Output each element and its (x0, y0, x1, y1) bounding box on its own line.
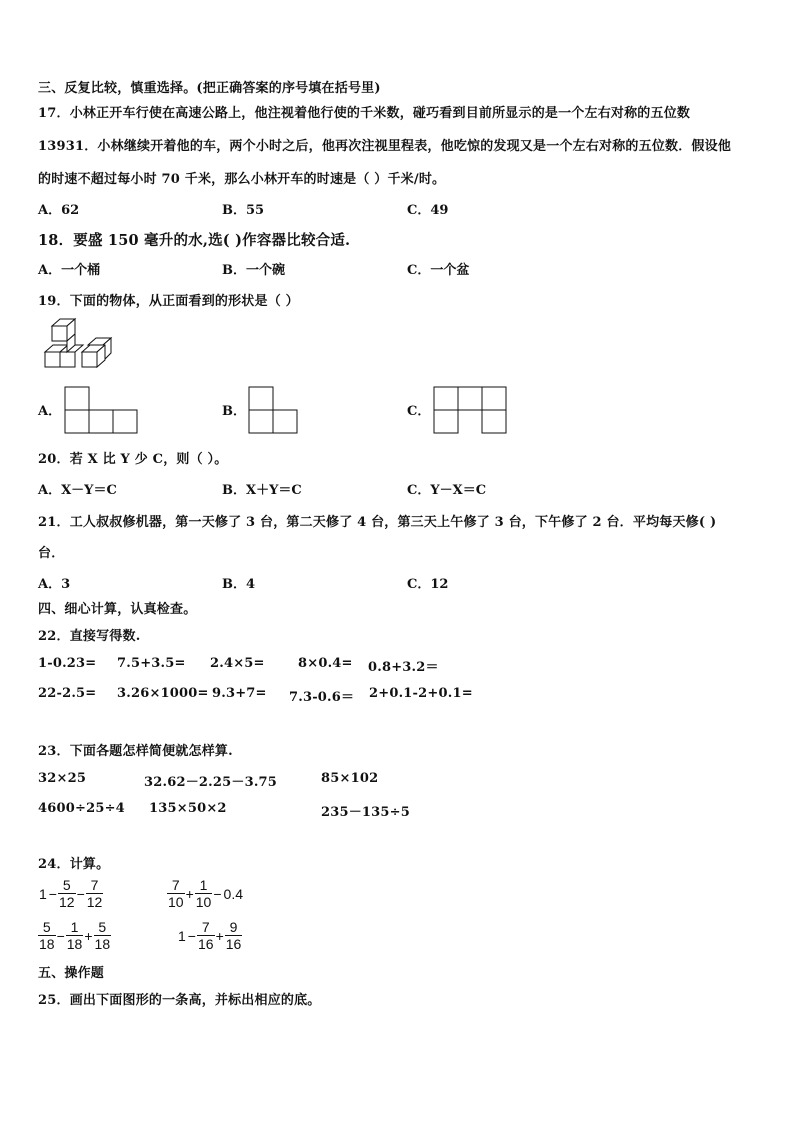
q22-r2-3: 9.3+7= (212, 686, 267, 701)
q22-r2-5: 2+0.1-2+0.1= (369, 686, 473, 701)
q21-line2: 台． (38, 546, 65, 561)
q21-option-b: B．4 (222, 577, 256, 592)
q21-line1: 21．工人叔叔修机器，第一天修了 3 台，第二天修了 4 台，第三天上午修了 3 台，下午修了 2 台．平均每天修( ) (38, 515, 717, 530)
q18-option-b: B．一个碗 (222, 263, 285, 278)
q23-r2-2: 135×50×2 (149, 801, 227, 816)
q17-option-c: C．49 (407, 203, 449, 218)
q19-option-a: A． (38, 404, 62, 419)
q22-r1-2: 7.5+3.5= (117, 656, 186, 671)
q18-option-a: A．一个桶 (38, 263, 101, 278)
q22-r1-5: 0.8+3.2＝ (368, 660, 439, 675)
q17-option-a: A．62 (38, 203, 80, 218)
section-4-title: 四、细心计算，认真检查。 (38, 602, 197, 617)
q19-option-c-shape (433, 386, 507, 434)
q22-r1-4: 8×0.4= (298, 656, 353, 671)
q19-option-c: C． (407, 404, 431, 419)
q24-expr-4: 1 − $\frac{7}{16}$ + $\frac{9}{16}$ (178, 919, 242, 952)
q17-option-b: B．55 (222, 203, 265, 218)
q23-r2-1: 4600÷25÷4 (38, 801, 125, 816)
q24-expr-3: $\frac{5}{18}$ − $\frac{1}{18}$ + $\frac{5}{18}$ (39, 919, 111, 952)
q23-r2-3: 235－135÷5 (321, 805, 411, 820)
q22-r1-3: 2.4×5= (210, 656, 265, 671)
q19-option-a-shape (64, 386, 138, 434)
q18-text: 18．要盛 150 毫升的水,选( )作容器比较合适. (38, 232, 351, 249)
q22-r1-1: 1-0.23= (38, 656, 97, 671)
q24-title: 24．计算。 (38, 857, 110, 872)
q19-cube-figure (38, 318, 120, 376)
q23-r1-2: 32.62－2.25－3.75 (144, 775, 278, 790)
q20-option-b: B．X＋Y＝C (222, 483, 302, 498)
q20-option-c: C．Y－X＝C (407, 483, 487, 498)
q23-r1-1: 32×25 (38, 771, 87, 786)
q23-r1-3: 85×102 (321, 771, 379, 786)
q17-line1: 17．小林正开车行使在高速公路上，他注视着他行使的千米数，碰巧看到目前所显示的是一个左右对称的五位数 (38, 106, 691, 121)
q19-text: 19．下面的物体，从正面看到的形状是（ ） (38, 294, 299, 309)
section-3-title: 三、反复比较，慎重选择。(把正确答案的序号填在括号里) (38, 81, 381, 96)
q17-line3: 的时速不超过每小时 70 千米，那么小林开车的时速是（ ）千米/时。 (38, 172, 446, 187)
q24-expr-2: $\frac{7}{10}$ + $\frac{1}{10}$ − 0.4 (168, 877, 243, 910)
section-5-title: 五、操作题 (38, 966, 105, 981)
q21-option-a: A．3 (38, 577, 71, 592)
q22-r2-1: 22-2.5= (38, 686, 97, 701)
q17-line2: 13931．小林继续开着他的车，两个小时之后，他再次注视里程表，他吃惊的发现又是一个左右对称的五位数．假设他 (38, 139, 732, 154)
q20-option-a: A．X－Y＝C (38, 483, 117, 498)
q21-option-c: C．12 (407, 577, 449, 592)
q22-r2-2: 3.26×1000= (117, 686, 209, 701)
q24-expr-1: 1 − $\frac{5}{12}$ − $\frac{7}{12}$ (39, 877, 103, 910)
q20-text: 20．若 X 比 Y 少 C，则（ ）。 (38, 452, 228, 467)
q22-title: 22．直接写得数. (38, 629, 141, 644)
q18-option-c: C．一个盆 (407, 263, 470, 278)
q25-text: 25．画出下面图形的一条高，并标出相应的底。 (38, 993, 321, 1008)
q23-title: 23．下面各题怎样简便就怎样算. (38, 744, 233, 759)
q22-r2-4: 7.3-0.6＝ (289, 690, 355, 705)
q19-option-b: B． (222, 404, 246, 419)
q19-option-b-shape (248, 386, 298, 434)
